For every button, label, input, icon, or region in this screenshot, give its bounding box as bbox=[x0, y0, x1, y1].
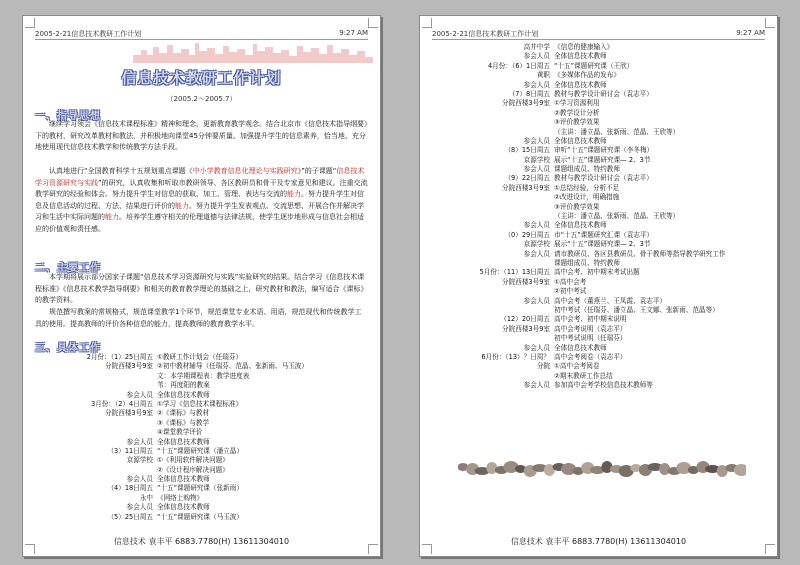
schedule-item: ②初中考试 bbox=[554, 287, 587, 296]
schedule-row bbox=[432, 62, 765, 71]
schedule-row bbox=[35, 503, 368, 512]
schedule-row bbox=[432, 109, 765, 118]
schedule-item: 高中会考、初中期末说明 bbox=[554, 315, 627, 324]
schedule-date-place: 参会人员 bbox=[523, 343, 550, 352]
schedule-date-place: 4月份：（6）1日周五 bbox=[487, 61, 550, 70]
schedule-item: 请市教研员、各区县教研员、骨干教师等指导教学研究工作 bbox=[554, 249, 726, 258]
schedule-date-place: 参会人员 bbox=[523, 381, 550, 390]
schedule-item: 市“十五”课题研究汇课（袁志平） bbox=[554, 230, 654, 239]
schedule-item: 全体信息技术教师 bbox=[157, 503, 210, 512]
schedule-row bbox=[432, 128, 765, 137]
page-2 bbox=[419, 15, 778, 557]
schedule-date-place: 京源学校 bbox=[523, 240, 550, 249]
schedule-item: “十五”课题研究课（潘立晶） bbox=[157, 446, 243, 455]
schedule-item: 全体信息技术教师 bbox=[554, 52, 607, 61]
schedule-row bbox=[432, 381, 765, 390]
schedule-row bbox=[432, 306, 765, 315]
schedule-row bbox=[35, 391, 368, 400]
schedule-row bbox=[432, 353, 765, 362]
schedule-date-place: 3月份：（2）4日周五 bbox=[90, 399, 153, 408]
schedule-date-place: 参会人员 bbox=[523, 249, 550, 258]
schedule-date-place: 参会人员 bbox=[523, 296, 550, 305]
schedule-row bbox=[432, 146, 765, 155]
schedule-row bbox=[432, 268, 765, 277]
schedule-row bbox=[432, 315, 765, 324]
schedule-item: （主讲：潘立晶、张新雨、范晶、王欣等） bbox=[554, 127, 680, 136]
schedule-row bbox=[432, 184, 765, 193]
schedule-row bbox=[432, 344, 765, 353]
schedule-date-place: （12）20日周五 bbox=[500, 315, 550, 324]
schedule-row bbox=[35, 372, 368, 381]
header-time: 9:27 AM bbox=[736, 29, 765, 37]
schedule-date-place: 永中 bbox=[139, 493, 153, 502]
schedule-item: ②教学设计分析 bbox=[554, 108, 600, 117]
schedule-row bbox=[432, 203, 765, 212]
skyline-banner bbox=[133, 41, 373, 63]
schedule-date-place: （0）29日周五 bbox=[504, 230, 550, 239]
page-footer: 信息技术 袁丰平 6883.7780(H) 13611304010 bbox=[510, 537, 687, 546]
schedule-item: 课题组成员、特约教师 bbox=[554, 258, 620, 267]
schedule-row bbox=[432, 240, 765, 249]
crop-mark bbox=[368, 18, 378, 28]
schedule-date-place: 6月份：（13）？日周？ bbox=[481, 352, 550, 361]
section-heading-3: 三、具体工作 bbox=[35, 343, 101, 354]
schedule-item: 全体信息技术教师 bbox=[554, 343, 607, 352]
schedule-item: ①《利用软件解决问题》 bbox=[157, 456, 229, 465]
schedule-item: ③评价教学效果 bbox=[554, 118, 600, 127]
document-date-range: （2005.2～2005.7） bbox=[166, 95, 237, 103]
schedule-date-place: 5月份：（11）13日周五 bbox=[479, 268, 550, 277]
schedule-date-place: 分院西楼3号9室 bbox=[502, 183, 550, 192]
page-footer: 信息技术 袁丰平 6883.7780(H) 13611304010 bbox=[113, 537, 290, 546]
schedule-item: 教材与教学设计研讨会（袁志平） bbox=[554, 89, 653, 98]
schedule-row bbox=[432, 137, 765, 146]
paragraph-guiding-2: 认真地进行“全国教育科学十五规划重点课题《中小学教育信息化理论与实践研究》”的子课题“信息技术学习资源研究与实践”的研究，认真收集和听取市教研领导、各区教研员和骨干及专家意见和建议。注重交流教学研究的经验和体会。努力提升学生对信息的获取、加工、管理、表达与交流的能力。努力提升学生对信息及信息活动的过程、方法、结果进行评价的能力。努力提升学生发表观点、交流思想、开展合作并解决学习和生活中实际问题的能力。培养学生遵守相关的伦理道德与法律法规，使学生逐步地形成与信息社会相适应的价值观和责任感。 bbox=[35, 167, 368, 233]
schedule-row bbox=[432, 90, 765, 99]
schedule-row bbox=[35, 353, 368, 362]
schedule-item: ③《课标》与教学 bbox=[157, 418, 210, 427]
header-time: 9:27 AM bbox=[339, 29, 368, 37]
schedule-date-place: 参会人员 bbox=[523, 52, 550, 61]
schedule-item: 《网络上购物》 bbox=[157, 493, 204, 502]
schedule-item: 《多媒体作品的发布》 bbox=[554, 71, 620, 80]
schedule-row bbox=[35, 438, 368, 447]
schedule-item: 高中会考（董燕兰、王凤霞、袁志平） bbox=[554, 296, 667, 305]
schedule-item: “十五”课题研究课（王欣） bbox=[554, 61, 634, 70]
header-date: 2005-2-21信息技术教研工作计划 bbox=[432, 30, 539, 38]
schedule-row bbox=[432, 231, 765, 240]
schedule-row bbox=[35, 494, 368, 503]
schedule-item: ②期末教研工作总结 bbox=[554, 371, 613, 380]
schedule-item: ①学习《信息技术课程标准》 bbox=[157, 399, 243, 408]
schedule-row bbox=[432, 193, 765, 202]
schedule-date-place: 分院西楼3号9室 bbox=[105, 362, 153, 371]
schedule-row bbox=[432, 81, 765, 90]
paragraph-main-work-1: 本学期将展示部分国家子课题“信息技术学习资源研究与实践”实验研究的结果。结合学习《信息技术课程标准》《信息技术教学指导纲要》和相关的教育教学理论的基础之上，研究教材和教法，编写适合《课标》的教学资料。 bbox=[35, 273, 368, 304]
schedule-row bbox=[432, 221, 765, 230]
schedule-item: 初中考试说明（任瑞芬） bbox=[554, 334, 627, 343]
schedule-row bbox=[35, 466, 368, 475]
schedule-item: 全体信息技术教师 bbox=[554, 221, 607, 230]
schedule-date-place: 2月份：（1）25日周五 bbox=[86, 353, 153, 361]
schedule-item: 全体信息技术教师 bbox=[157, 437, 210, 446]
page-header bbox=[432, 29, 765, 40]
schedule-date-place: 参会人员 bbox=[523, 80, 550, 89]
schedule-item: 高中会考阅卷（袁志平） bbox=[554, 352, 627, 361]
schedule-date-place: 参会人员 bbox=[523, 165, 550, 174]
schedule-date-place: （5）25日周五 bbox=[107, 512, 153, 521]
schedule-date-place: （8）15日周五 bbox=[504, 146, 550, 155]
schedule-date-place: 分院西楼3号9室 bbox=[502, 324, 550, 333]
schedule-item: 展示“十五”课题研究课— 2、3节 bbox=[554, 240, 651, 249]
schedule-date-place: 分院 bbox=[536, 362, 550, 371]
schedule-row bbox=[35, 484, 368, 493]
section-heading-2: 二、主要工作 bbox=[35, 263, 101, 274]
schedule-row bbox=[432, 43, 765, 52]
schedule-item: 参加高中会考学校信息技术教师等 bbox=[554, 381, 653, 390]
paragraph-guiding-1: 继续学习领会《信息技术课程标准》精神和理念，更新教育教学观念。结合北京市《信息技术指导纲要》下的教材，研究改革教材和教法，并积极地向课堂45分钟要质量。加强提升学生的信息素养，恰当地、充分地使用现代信息技术教学和传统教学方法手段。 bbox=[35, 120, 368, 151]
schedule-row bbox=[35, 409, 368, 418]
crop-mark bbox=[765, 18, 775, 28]
schedule-row bbox=[432, 250, 765, 259]
schedule-row bbox=[432, 259, 765, 268]
schedule-date-place: 京源学校 bbox=[126, 456, 153, 465]
schedule-row bbox=[432, 287, 765, 296]
schedule-item: ②《设计程序解决问题》 bbox=[157, 465, 229, 474]
schedule-row bbox=[432, 212, 765, 221]
crop-mark bbox=[422, 18, 432, 28]
section-heading-1: 一、指导思想 bbox=[35, 111, 101, 122]
document-title: 信息技术教研工作计划 bbox=[121, 69, 282, 87]
schedule-row bbox=[432, 118, 765, 127]
schedule-row bbox=[35, 428, 368, 437]
schedule-row bbox=[432, 372, 765, 381]
header-date: 2005-2-21信息技术教研工作计划 bbox=[35, 30, 142, 38]
schedule-item: 高中会考、初中期末考试出题 bbox=[554, 268, 640, 277]
schedule-item: “十五”课题研究课（张新雨） bbox=[157, 484, 243, 493]
schedule-date-place: （3）11日周五 bbox=[107, 446, 153, 455]
schedule-row bbox=[432, 99, 765, 108]
schedule-row bbox=[432, 362, 765, 371]
schedule-date-place: 分院西楼3号9室 bbox=[502, 277, 550, 286]
page-header bbox=[35, 29, 368, 40]
schedule-date-place: 分院西楼3号9室 bbox=[105, 409, 153, 418]
schedule-row bbox=[35, 400, 368, 409]
schedule-list-page-1 bbox=[35, 353, 368, 522]
schedule-item: “十五”课题研究课（马玉波） bbox=[157, 512, 243, 521]
schedule-row bbox=[432, 174, 765, 183]
schedule-row bbox=[432, 325, 765, 334]
schedule-row bbox=[432, 278, 765, 287]
schedule-item: ①学习资源利用 bbox=[554, 99, 600, 108]
schedule-date-place: 参会人员 bbox=[126, 437, 153, 446]
schedule-item: 文：本学期课程表：教学进度表 bbox=[157, 371, 250, 380]
schedule-date-place: 高井中学 bbox=[523, 43, 550, 51]
schedule-date-place: （7）8日周五 bbox=[508, 89, 550, 98]
schedule-row bbox=[35, 362, 368, 371]
pebble bbox=[602, 461, 613, 473]
schedule-date-place: （9）22日周五 bbox=[504, 174, 550, 183]
schedule-item: 教材与教学设计研讨会（袁志平） bbox=[554, 174, 653, 183]
schedule-item: 初中考试（任瑞芬、潘立晶、王文娜、张新雨、范晶等） bbox=[554, 305, 719, 314]
schedule-item: ①教研工作计划会（任瑞芬） bbox=[157, 353, 243, 361]
schedule-date-place: 参会人员 bbox=[523, 136, 550, 145]
schedule-date-place: 参会人员 bbox=[126, 503, 153, 512]
schedule-item: ③评价教学效果 bbox=[554, 202, 600, 211]
schedule-date-place: 参会人员 bbox=[126, 475, 153, 484]
schedule-item: 高中会考说明（袁志平） bbox=[554, 324, 627, 333]
schedule-row bbox=[35, 513, 368, 522]
paragraph-main-work-2: 规范撰写教案的常规格式，规范课堂教学1个环节，规范课堂专业术语、用语，规范现代和传统教学工具的使用。提高教师的评价各种信息的能力，提高教师的教育教学水平。 bbox=[35, 308, 362, 328]
schedule-item: 课题组成员、特约教师 bbox=[554, 165, 620, 174]
schedule-item: 全体信息技术教师 bbox=[157, 390, 210, 399]
schedule-item: 苇：再度阳的教案 bbox=[157, 381, 210, 390]
schedule-item: 展示“十五”课题研究课— 2、3节 bbox=[554, 155, 651, 164]
schedule-item: 全体信息技术教师 bbox=[157, 475, 210, 484]
schedule-date-place: 参会人员 bbox=[523, 221, 550, 230]
pebble bbox=[659, 463, 670, 475]
schedule-date-place: （4）18日周五 bbox=[107, 484, 153, 493]
schedule-item: 审听“十五”课题研究课（李冬梅） bbox=[554, 146, 654, 155]
schedule-row bbox=[432, 71, 765, 80]
schedule-row bbox=[432, 297, 765, 306]
schedule-item: ②初中教材辅导（任瑞芬、范晶、张新雨、马玉波） bbox=[157, 362, 308, 371]
schedule-item: ④课堂教学评价 bbox=[157, 428, 203, 437]
pebble bbox=[486, 462, 497, 474]
schedule-item: （主讲：潘立晶、张新雨、范晶、王欣等） bbox=[554, 212, 680, 221]
schedule-row bbox=[35, 381, 368, 390]
schedule-row bbox=[432, 156, 765, 165]
schedule-item: ②改进设计，明确措施 bbox=[554, 193, 620, 202]
schedule-row bbox=[35, 447, 368, 456]
schedule-date-place: 分院西楼3号9室 bbox=[502, 99, 550, 108]
crop-mark bbox=[25, 18, 35, 28]
schedule-item: ①高中会考 bbox=[554, 277, 587, 286]
page-1 bbox=[22, 15, 381, 557]
schedule-list-page-2 bbox=[432, 43, 765, 390]
schedule-row bbox=[35, 456, 368, 465]
schedule-item: ①总结经验，分析不足 bbox=[554, 183, 620, 192]
schedule-item: ①高中会考阅卷 bbox=[554, 362, 600, 371]
pebble-divider-image bbox=[458, 458, 746, 480]
schedule-row bbox=[35, 419, 368, 428]
schedule-item: 全体信息技术教师 bbox=[554, 136, 607, 145]
schedule-item: ②《课标》与教材 bbox=[157, 409, 210, 418]
schedule-date-place: 参会人员 bbox=[126, 390, 153, 399]
schedule-date-place: 京源学校 bbox=[523, 155, 550, 164]
schedule-item: 全体信息技术教师 bbox=[554, 80, 607, 89]
schedule-item: 《信息的健康输入》 bbox=[554, 43, 614, 51]
schedule-row bbox=[432, 334, 765, 343]
schedule-row bbox=[432, 52, 765, 61]
schedule-date-place: 黄职 bbox=[536, 71, 550, 80]
